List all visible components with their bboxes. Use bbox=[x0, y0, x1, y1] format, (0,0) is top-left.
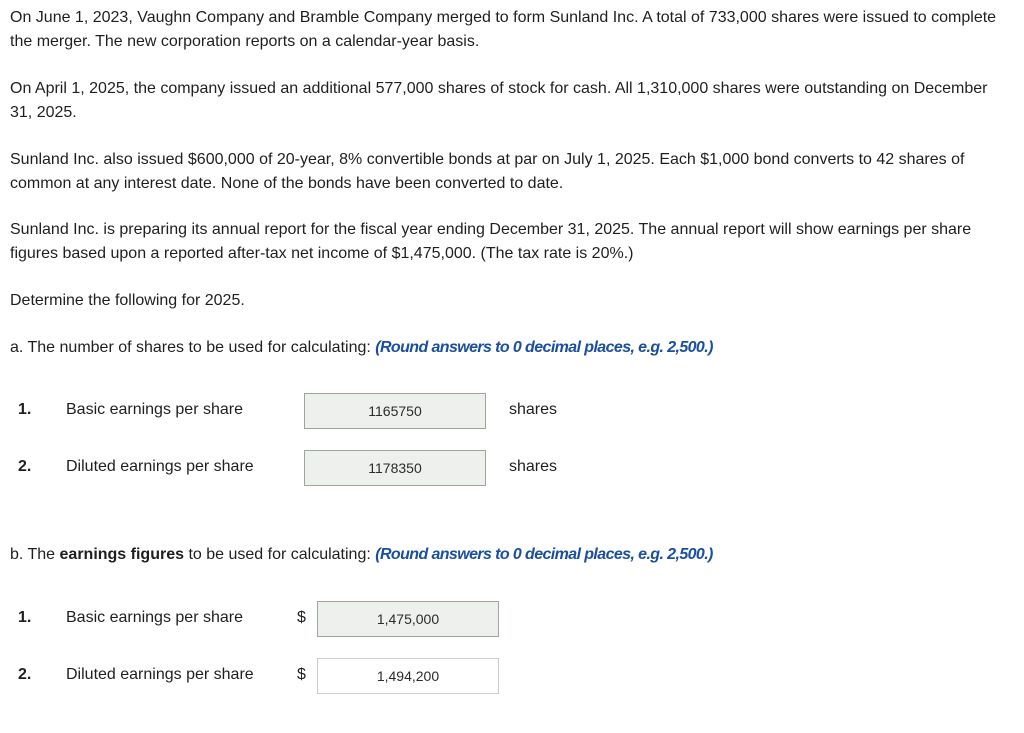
shares-unit-label: shares bbox=[509, 401, 558, 418]
part-a-instruction: (Round answers to 0 decimal places, e.g. 2,500.) bbox=[375, 339, 713, 356]
part-b-row-basic bbox=[0, 601, 1024, 637]
part-b-prefix-end: to be used for calculating: bbox=[184, 546, 376, 563]
shares-unit-label: shares bbox=[509, 458, 558, 475]
part-a-row-diluted bbox=[0, 450, 1024, 486]
basic-eps-earnings-input[interactable] bbox=[317, 601, 499, 637]
row-label: Diluted earnings per share bbox=[66, 458, 254, 475]
row-label: Basic earnings per share bbox=[66, 609, 243, 626]
row-number: 1. bbox=[18, 609, 32, 626]
problem-paragraph-annual-report: Sunland Inc. is preparing its annual report for the fiscal year ending December 31, 2025. The annual report will show earnings per share figures based upon a reported after-tax net income of $1,475,000. (The tax rate is 20%.) bbox=[10, 221, 972, 262]
part-a-heading bbox=[10, 336, 1010, 360]
problem-paragraph-merger: On June 1, 2023, Vaughn Company and Bramble Company merged to form Sunland Inc. A total of 733,000 shares were issued to complete the merger. The new corporation reports on a calendar-year basis. bbox=[10, 9, 997, 50]
dollar-sign: $ bbox=[297, 666, 306, 683]
part-b-prefix-start: b. The bbox=[10, 546, 60, 563]
problem-paragraph-bonds: Sunland Inc. also issued $600,000 of 20-year, 8% convertible bonds at par on July 1, 2025. Each $1,000 bond converts to 42 shares of common at any interest date. None of the bonds have been converted to date. bbox=[10, 151, 965, 192]
diluted-eps-earnings-input[interactable] bbox=[317, 658, 499, 694]
row-number: 1. bbox=[18, 401, 32, 418]
part-b-heading bbox=[10, 543, 1010, 567]
part-b-row-diluted bbox=[0, 658, 1024, 694]
row-number: 2. bbox=[18, 458, 32, 475]
row-number: 2. bbox=[18, 666, 32, 683]
row-label: Basic earnings per share bbox=[66, 401, 243, 418]
basic-eps-shares-input[interactable] bbox=[304, 393, 486, 429]
part-a-prefix: a. The number of shares to be used for calculating: bbox=[10, 339, 376, 356]
dollar-sign: $ bbox=[297, 609, 306, 626]
row-label: Diluted earnings per share bbox=[66, 666, 254, 683]
part-a-row-basic bbox=[0, 393, 1024, 429]
problem-paragraph-determine: Determine the following for 2025. bbox=[10, 292, 245, 309]
problem-paragraph-stock-issue: On April 1, 2025, the company issued an additional 577,000 shares of stock for cash. All 1,310,000 shares were outstanding on December 31, 2025. bbox=[10, 80, 988, 121]
part-b-instruction: (Round answers to 0 decimal places, e.g. 2,500.) bbox=[375, 546, 713, 563]
part-b-prefix-bold: earnings figures bbox=[59, 546, 184, 563]
diluted-eps-shares-input[interactable] bbox=[304, 450, 486, 486]
